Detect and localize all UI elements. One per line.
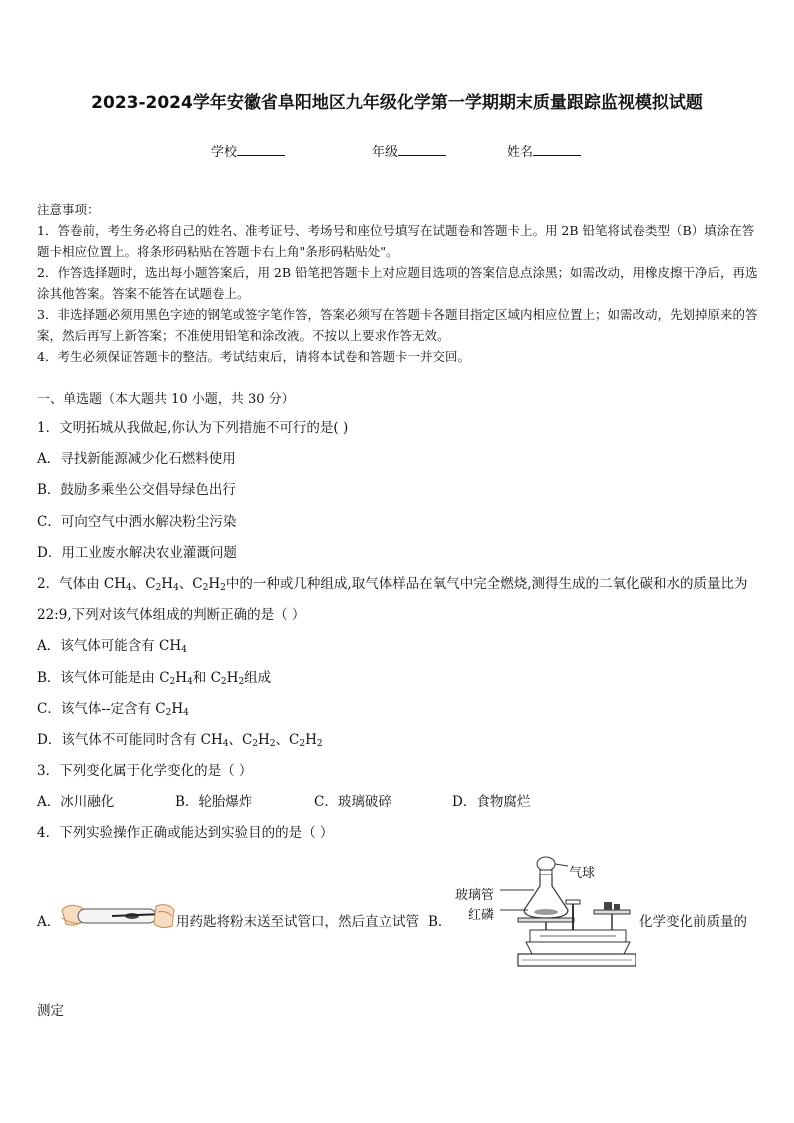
q1-option-c[interactable]: C．可向空气中洒水解决粉尘污染 (37, 514, 237, 530)
q3-option-d[interactable]: D．食物腐烂 (452, 794, 531, 810)
pointer-icon (566, 900, 580, 904)
q4-option-b-label[interactable]: B． (428, 914, 452, 930)
weight-icon-1 (604, 902, 612, 910)
q3-stem: 3．下列变化属于化学变化的是（ ） (37, 763, 253, 779)
school-blank[interactable] (237, 143, 285, 156)
q3-options (37, 790, 757, 810)
q4-option-a-label[interactable]: A． (37, 914, 61, 930)
q2-stem-line2: 22:9,下列对该气体组成的判断正确的是（ ） (37, 607, 306, 623)
exam-title: 2023-2024学年安徽省阜阳地区九年级化学第一学期期末质量跟踪监视模拟试题 (91, 93, 703, 113)
balance-figure (500, 852, 636, 974)
right-pan-icon (594, 910, 630, 914)
q1-stem: 1．文明拓城从我做起,你认为下列措施不可行的是( ) (37, 420, 349, 436)
q4-option-a-text[interactable]: 用药匙将粉末送至试管口，然后直立试管 (176, 914, 419, 930)
notice-item-2: 2．作答选择题时，选出每小题答案后，用 2B 铅笔把答题卡上对应题目选项的答案信息点涂黑；如需改动，用橡皮擦干净后，再选涂其他答案。答案不能答在试题卷上。 (37, 265, 758, 301)
balloon-label: 气球 (569, 866, 596, 881)
notice-item-1: 1．答卷前，考生务必将自己的姓名、准考证号、考场号和座位号填写在试题卷和答题卡上。用 2B 铅笔将试卷类型（B）填涂在答题卡相应位置上。将条形码粘贴在答题卡右上角"条形码粘贴处"。 (37, 223, 755, 259)
name-field[interactable] (507, 141, 581, 160)
red-phosphorus-label: 红磷 (468, 908, 495, 923)
section-heading: 一、单选题（本大题共 10 小题，共 30 分） (37, 392, 295, 407)
red-phosphorus-icon (534, 909, 558, 915)
grade-label: 年级 (372, 145, 399, 160)
q4-stem: 4．下列实验操作正确或能达到实验目的的是（ ） (37, 825, 334, 841)
notice-item-3: 3．非选择题必须用黑色字迹的钢笔或签字笔作答，答案必须写在答题卡各题目指定区域内相应位置上；如需改动，先划掉原来的答案，然后再写上新答案；不准使用铅笔和涂改液。不按以上要求作答无效。 (37, 307, 758, 343)
balloon-icon (537, 857, 555, 871)
notice-block (37, 199, 759, 367)
q2-option-b[interactable]: B．该气体可能是由 $C_2H_4$和 $C_2H_2$组成 (37, 670, 272, 687)
q3-option-a[interactable]: A．冰川融化 (37, 794, 115, 810)
notice-item-4: 4．考生必须保证答题卡的整洁。考试结束后，请将本试卷和答题卡一并交回。 (37, 349, 470, 364)
q1-option-b[interactable]: B．鼓励多乘坐公交倡导绿色出行 (37, 482, 236, 498)
school-label: 学校 (211, 145, 238, 160)
notice-heading: 注意事项： (37, 202, 100, 217)
right-hand-icon (154, 905, 174, 928)
left-pan-icon (518, 918, 574, 922)
name-label: 姓名 (507, 145, 534, 160)
q4-option-b-text[interactable]: 化学变化前质量的 (639, 914, 747, 930)
name-blank[interactable] (533, 143, 581, 156)
q3-option-b[interactable]: B．轮胎爆炸 (175, 794, 253, 810)
grade-blank[interactable] (398, 143, 446, 156)
q2-stem: 2．气体由 $CH_4$、$C_2H_4$、$C_2H_2$中的一种或几种组成,取气体样品在氧气中完全燃烧,测得生成的二氧化碳和水的质量比为 (37, 576, 748, 593)
q2-option-a[interactable]: A．该气体可能含有 $CH_4$ (37, 638, 187, 655)
q2-option-d[interactable]: D．该气体不可能同时含有 $CH_4$、$C_2H_2$、$C_2H_2$ (37, 732, 323, 749)
weight-icon-2 (614, 904, 620, 910)
q1-option-a[interactable]: A．寻找新能源减少化石燃料使用 (37, 451, 236, 467)
grade-field[interactable] (372, 141, 446, 160)
q4-option-b-continuation: 测定 (37, 1003, 64, 1019)
q3-option-c[interactable]: C．玻璃破碎 (314, 794, 392, 810)
glass-tube-label: 玻璃管 (455, 888, 495, 903)
q2-option-c[interactable]: C．该气体--定含有 $C_2H_4$ (37, 701, 189, 718)
test-tube-powder-figure (60, 896, 176, 940)
q1-option-d[interactable]: D．用工业废水解决农业灌溉问题 (37, 545, 237, 561)
school-field[interactable] (211, 141, 285, 160)
